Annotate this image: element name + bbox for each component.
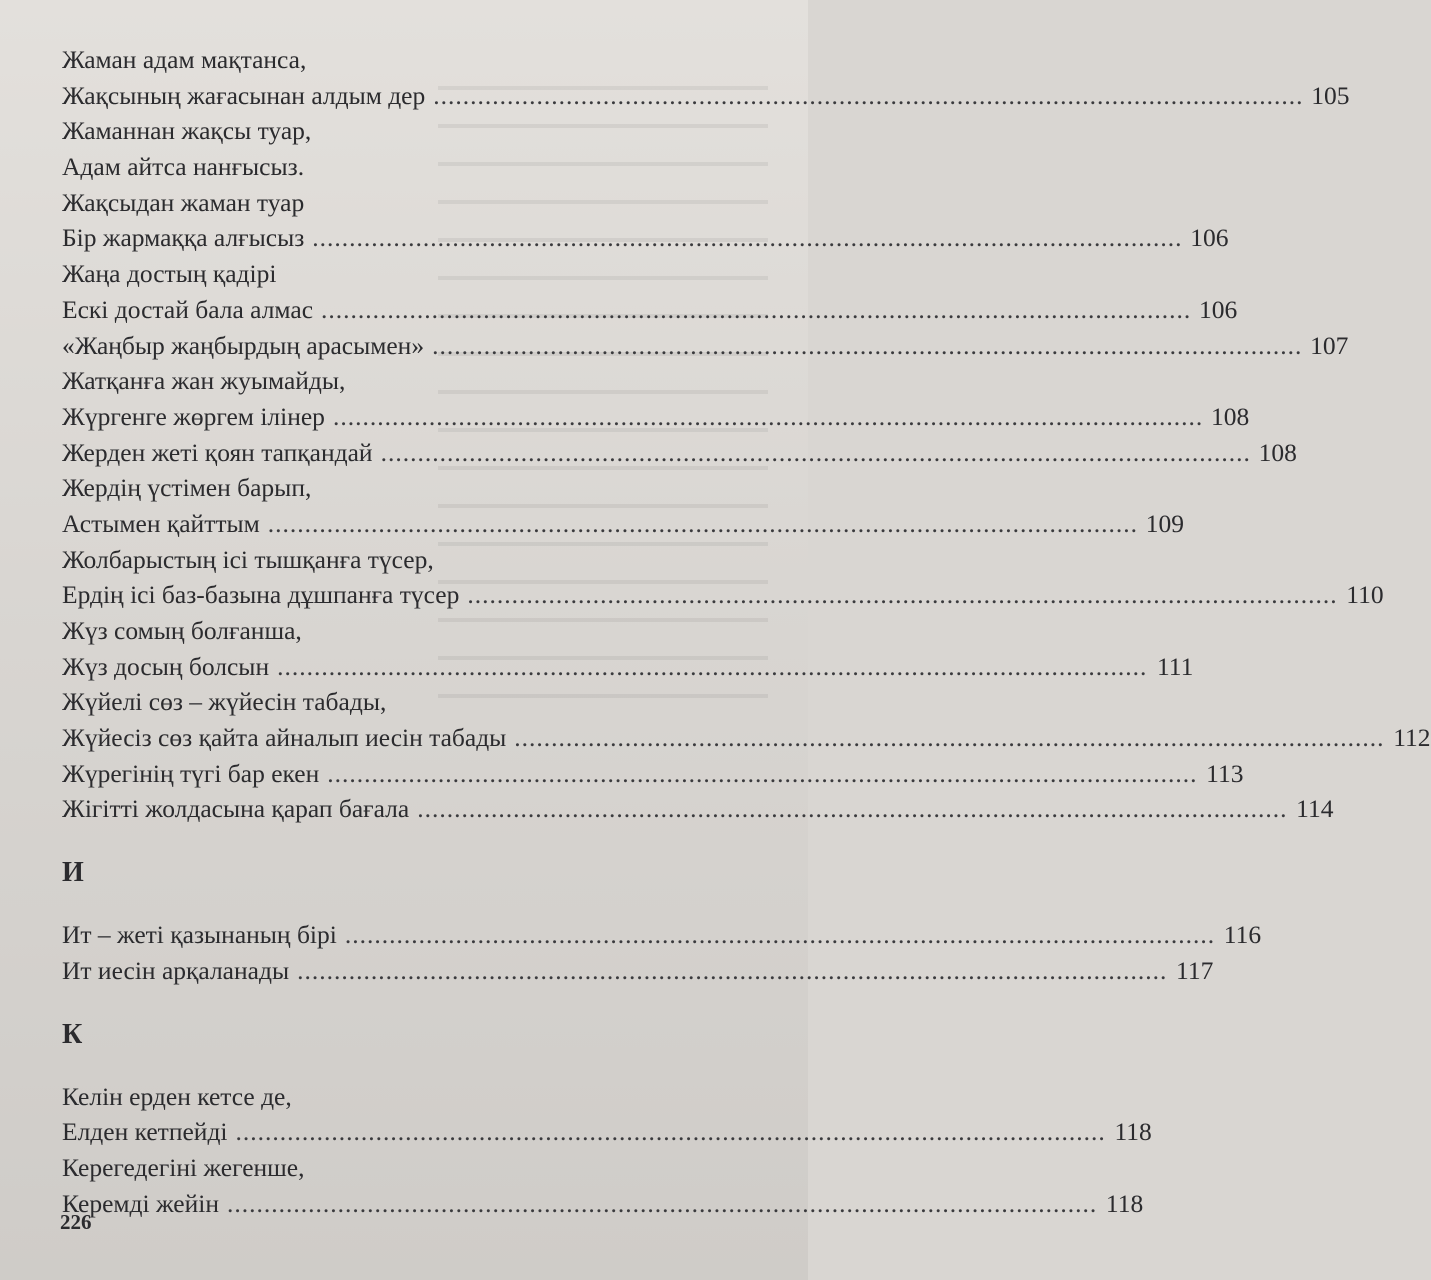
- section-heading: К: [62, 1018, 83, 1050]
- entry-page-number: 106: [1190, 223, 1229, 253]
- dot-leader: ......................................................................................................................: [433, 80, 1304, 110]
- entry-page-number: 116: [1223, 920, 1262, 950]
- index-entry: [62, 953, 1214, 989]
- entry-text: Келін ерден кетсе де,: [62, 1081, 292, 1111]
- entry-line: [62, 435, 1297, 471]
- entry-text: Жігітті жолдасына қарап бағала: [62, 794, 410, 824]
- index-entry: [62, 470, 1185, 541]
- entry-text: Жақсыдан жаман туар: [62, 187, 305, 217]
- index-entry: [62, 328, 1349, 364]
- dot-leader: ......................................................................................................................: [321, 294, 1192, 324]
- entry-line: [62, 470, 762, 506]
- page-number: 226: [60, 1210, 92, 1234]
- entry-line: [62, 149, 762, 185]
- dot-leader: ......................................................................................................................: [277, 651, 1148, 681]
- entry-text: Елден кетпейді: [62, 1117, 228, 1147]
- entry-line: [62, 917, 1262, 953]
- index-entry: [62, 113, 1229, 256]
- entry-page-number: 106: [1199, 294, 1238, 324]
- entry-text: Жаңа достың қадірі: [62, 259, 277, 289]
- entry-page-number: 118: [1105, 1188, 1144, 1218]
- entry-page-number: 109: [1145, 508, 1185, 538]
- entry-line: [62, 1186, 1144, 1222]
- entry-line: [62, 328, 1349, 364]
- index-entry: [62, 42, 1350, 113]
- entry-line: [62, 185, 762, 221]
- entry-text: «Жаңбыр жаңбырдың арасымен»: [62, 330, 425, 360]
- entry-text: Ит – жеті қазынаның бірі: [62, 920, 337, 950]
- index-entry: [62, 756, 1244, 792]
- entry-line: [62, 613, 762, 649]
- dot-leader: ......................................................................................................................: [417, 794, 1288, 824]
- entry-line: [62, 113, 762, 149]
- entry-line: [62, 1150, 762, 1186]
- entry-line: [62, 1079, 762, 1115]
- dot-leader: ......................................................................................................................: [332, 401, 1204, 431]
- entry-line: [62, 649, 1194, 685]
- entry-page-number: 113: [1206, 758, 1244, 788]
- entry-text: Астымен қайттым: [62, 508, 260, 538]
- entry-text: Жердің үстімен барып,: [62, 473, 312, 503]
- dot-leader: ......................................................................................................................: [226, 1188, 1098, 1218]
- entry-text: Жақсының жағасынан алдым дер: [62, 80, 426, 110]
- dot-leader: ......................................................................................................................: [380, 437, 1251, 467]
- entry-page-number: 117: [1176, 955, 1214, 985]
- entry-line: [62, 292, 1238, 328]
- entry-text: Керемді жейін: [62, 1188, 219, 1218]
- entry-text: Бір жармаққа алғысыз: [62, 223, 305, 253]
- dot-leader: ......................................................................................................................: [267, 508, 1139, 538]
- index-entry: [62, 791, 1334, 827]
- entry-line: [62, 506, 1185, 542]
- dot-leader: ......................................................................................................................: [467, 580, 1338, 610]
- dot-leader: ......................................................................................................................: [297, 955, 1168, 985]
- index-list: [62, 42, 1431, 1221]
- entry-text: Жүрегінің түгі бар екен: [62, 758, 320, 788]
- entry-text: Жаманнан жақсы туар,: [62, 116, 312, 146]
- index-entry: [62, 1079, 1152, 1150]
- index-entry: [62, 542, 1384, 613]
- entry-text: Ескі достай бала алмас: [62, 294, 314, 324]
- index-entry: [62, 1150, 1144, 1221]
- dot-leader: ......................................................................................................................: [432, 330, 1303, 360]
- dot-leader: ......................................................................................................................: [235, 1117, 1106, 1147]
- dot-leader: ......................................................................................................................: [344, 920, 1216, 950]
- dot-leader: ......................................................................................................................: [327, 758, 1198, 788]
- entry-line: [62, 577, 1384, 613]
- index-entry: [62, 256, 1238, 327]
- entry-line: [62, 256, 762, 292]
- entry-page-number: 118: [1114, 1117, 1152, 1147]
- dot-leader: ......................................................................................................................: [514, 723, 1385, 753]
- entry-line: [62, 756, 1244, 792]
- entry-line: [62, 42, 762, 78]
- index-entry: [62, 917, 1262, 953]
- entry-page-number: 112: [1393, 723, 1431, 753]
- entry-text: Жүйелі сөз – жүйесін табады,: [62, 687, 387, 717]
- entry-line: [62, 791, 1334, 827]
- entry-text: Жатқанға жан жуымайды,: [62, 366, 346, 396]
- index-entry: [62, 435, 1297, 471]
- entry-text: Жүз досың болсын: [62, 651, 270, 681]
- entry-text: Жүргенге жөргем ілінер: [62, 401, 325, 431]
- entry-line: [62, 684, 762, 720]
- entry-line: [62, 542, 762, 578]
- index-entry: [62, 684, 1431, 755]
- entry-text: Жаман адам мақтанса,: [62, 45, 307, 74]
- entry-text: Жүз сомың болғанша,: [62, 616, 302, 645]
- entry-page-number: 108: [1258, 437, 1297, 467]
- entry-line: [62, 1114, 1152, 1150]
- entry-text: Жүйесіз сөз қайта айналып иесін табады: [62, 723, 507, 753]
- entry-line: [62, 220, 1229, 256]
- index-entry: [62, 613, 1194, 684]
- entry-text: Жерден жеті қоян тапқандай: [62, 437, 373, 467]
- entry-text: Жолбарыстың ісі тышқанға түсер,: [62, 544, 434, 574]
- entry-line: [62, 720, 1431, 756]
- entry-page-number: 111: [1156, 651, 1194, 681]
- section-heading: И: [62, 857, 84, 889]
- entry-line: [62, 78, 1350, 114]
- index-entry: [62, 363, 1250, 434]
- entry-page-number: 108: [1210, 401, 1250, 431]
- entry-page-number: 114: [1296, 794, 1334, 824]
- entry-line: [62, 363, 762, 399]
- entry-text: Ит иесін арқаланады: [62, 955, 290, 985]
- entry-line: [62, 953, 1214, 989]
- entry-line: [62, 399, 1250, 435]
- entry-page-number: 110: [1346, 580, 1384, 610]
- entry-text: Ердің ісі баз-базына дұшпанға түсер: [62, 580, 460, 610]
- entry-page-number: 105: [1311, 80, 1350, 110]
- entry-text: Адам айтса нанғысыз.: [62, 152, 305, 182]
- dot-leader: ......................................................................................................................: [312, 223, 1183, 253]
- entry-page-number: 107: [1310, 330, 1349, 360]
- entry-text: Керегедегіні жегенше,: [62, 1152, 305, 1182]
